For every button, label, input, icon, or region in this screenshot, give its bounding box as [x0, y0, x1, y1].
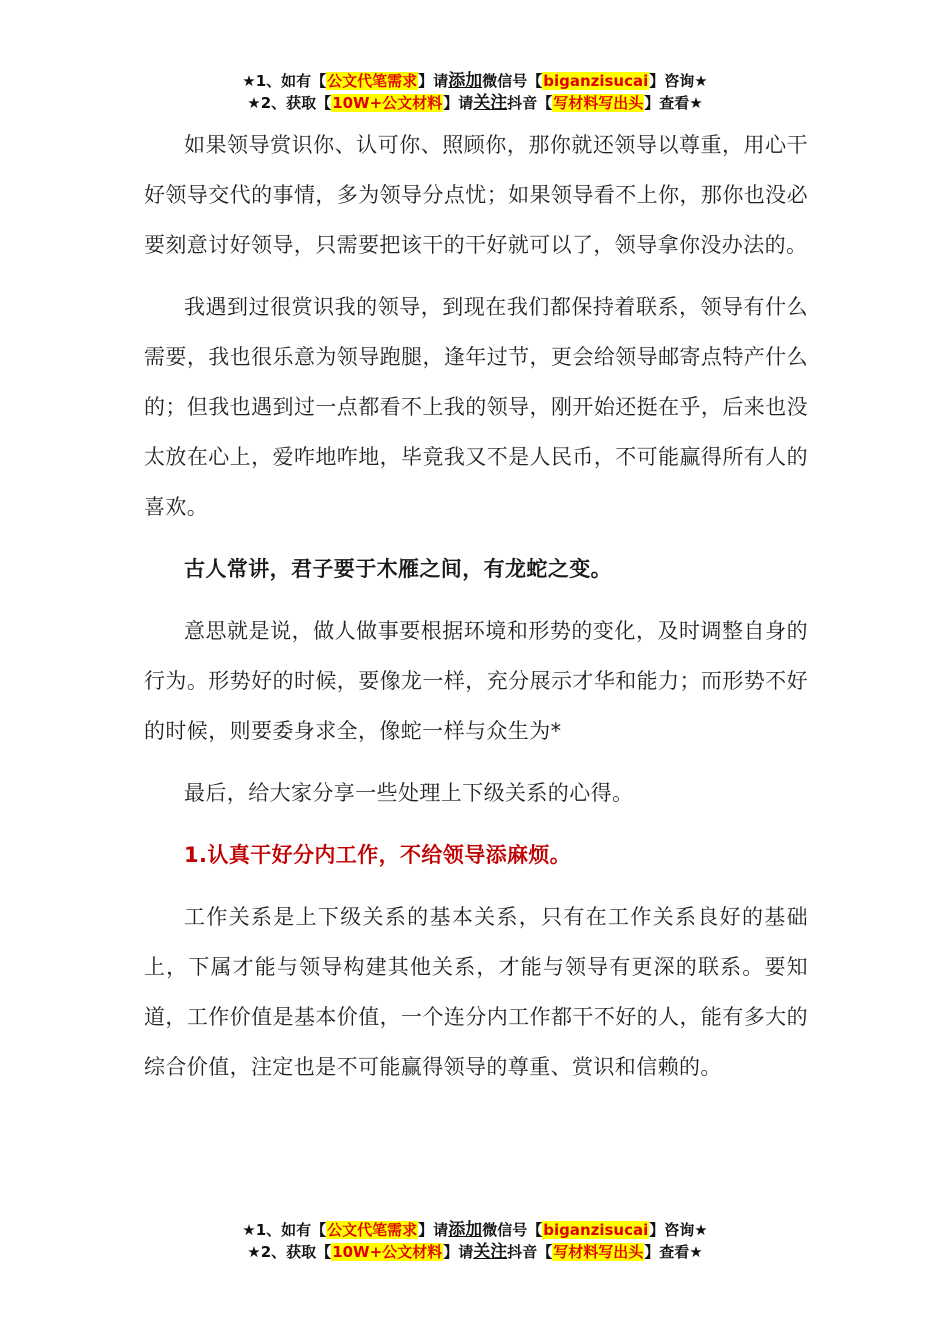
header-line-2: ★2、获取【10W+公文材料】请关注抖音【写材料写出头】查看★	[247, 93, 703, 113]
highlight-douyin-account: 写材料写出头	[553, 1243, 644, 1261]
footer-line-2: ★2、获取【10W+公文材料】请关注抖音【写材料写出头】查看★	[247, 1242, 703, 1262]
highlight-wechat-id: biganzisucai	[543, 1221, 649, 1239]
highlight-materials: 10W+公文材料	[332, 94, 443, 112]
highlight-writing-service: 公文代笔需求	[327, 72, 418, 90]
paragraph: 工作关系是上下级关系的基本关系，只有在工作关系良好的基础上，下属才能与领导构建其他关系，才能与领导有更深的联系。要知道，工作价值是基本价值，一个连分内工作都干不好的人，能有多大的综合价值，注定也是不可能赢得领导的尊重、赏识和信赖的。	[144, 905, 808, 1079]
paragraph: 意思就是说，做人做事要根据环境和形势的变化，及时调整自身的行为。形势好的时候，要像龙一样，充分展示才华和能力；而形势不好的时候，则要委身求全，像蛇一样与众生为*	[144, 619, 808, 743]
footer-line-1: ★1、如有【公文代笔需求】请添加微信号【biganzisucai】咨询★	[242, 1220, 708, 1240]
numbered-heading: 1.认真干好分内工作，不给领导添麻烦。	[184, 843, 572, 867]
header-line-1: ★1、如有【公文代笔需求】请添加微信号【biganzisucai】咨询★	[242, 71, 708, 91]
paragraph: 如果领导赏识你、认可你、照顾你，那你就还领导以尊重，用心干好领导交代的事情，多为领导分点忧；如果领导看不上你，那你也没必要刻意讨好领导，只需要把该干的干好就可以了，领导拿你没办法的。	[144, 133, 808, 257]
highlight-writing-service: 公文代笔需求	[327, 1221, 418, 1239]
section-quote-heading: 古人常讲，君子要于木雁之间，有龙蛇之变。	[184, 557, 612, 581]
header-banner	[0, 70, 950, 114]
footer-banner	[0, 1219, 950, 1263]
highlight-wechat-id: biganzisucai	[543, 72, 649, 90]
paragraph: 我遇到过很赏识我的领导，到现在我们都保持着联系，领导有什么需要，我也很乐意为领导跑腿，逢年过节，更会给领导邮寄点特产什么的；但我也遇到过一点都看不上我的领导，刚开始还挺在乎，后来也没太放在心上，爱咋地咋地，毕竟我又不是人民币，不可能赢得所有人的喜欢。	[144, 295, 808, 519]
document-body	[144, 120, 808, 1092]
highlight-douyin-account: 写材料写出头	[553, 94, 644, 112]
highlight-materials: 10W+公文材料	[332, 1243, 443, 1261]
paragraph: 最后，给大家分享一些处理上下级关系的心得。	[184, 781, 634, 805]
